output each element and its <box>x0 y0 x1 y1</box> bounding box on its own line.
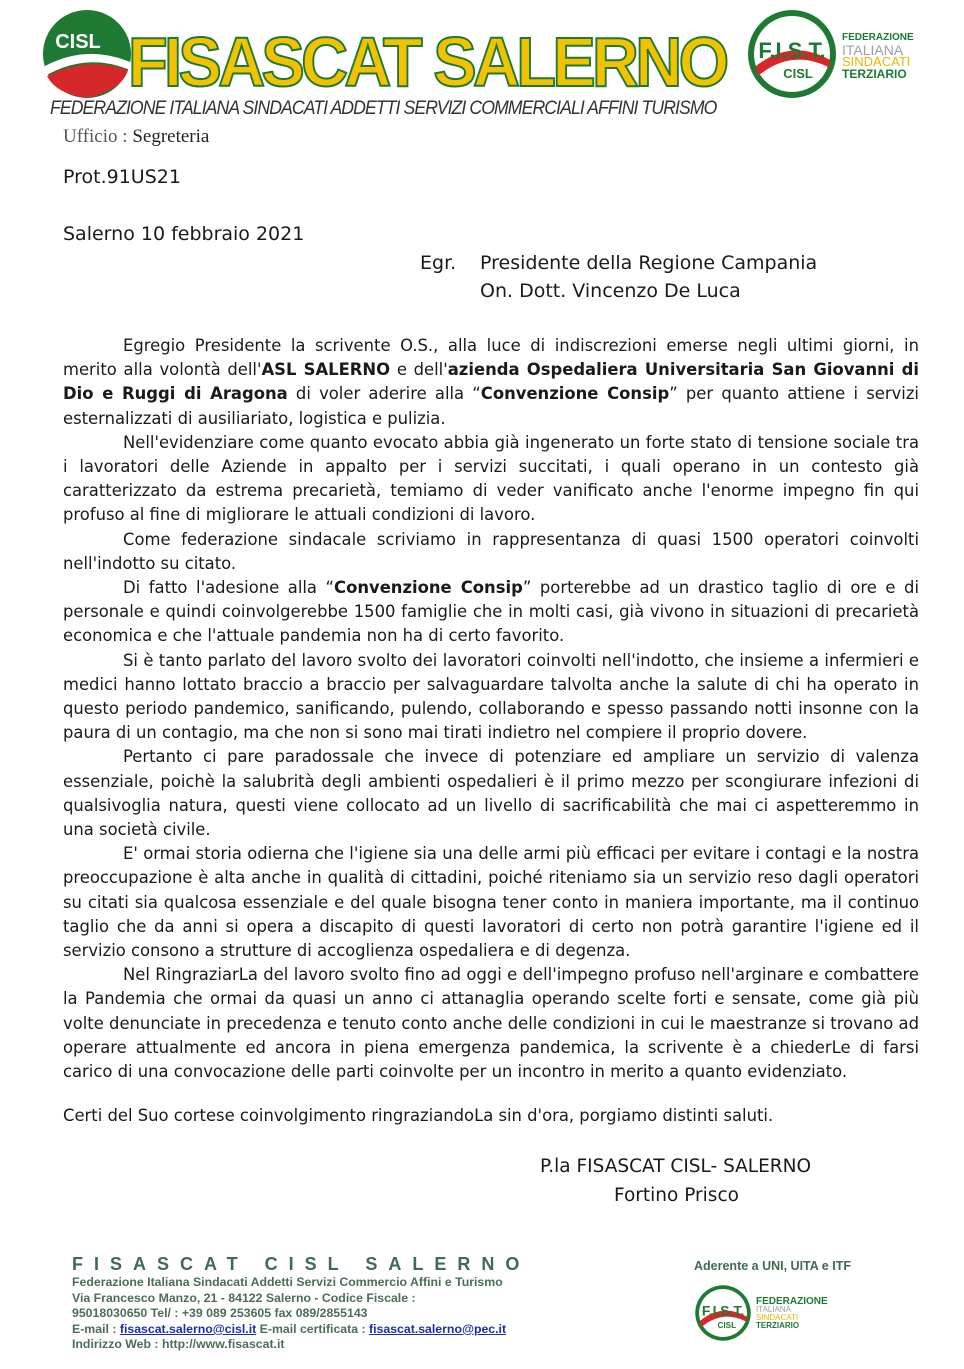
paragraph-6: Pertanto ci pare paradossale che invece di potenziare ed ampliare un servizio di valenza essenziale, poichè la salubrità degli ambienti ospedalieri è il primo mezzo per scongiurare infezioni di qualsivoglia natura, questi viene collocato ad un livello di sacrificabilità che mai ci aspetteremmo in una società civile. <box>63 747 919 840</box>
letter-body <box>63 334 919 1084</box>
cisl-logo <box>32 4 142 100</box>
footer-fullname: Federazione Italiana Sindacati Addetti Servizi Commercio Affini e Turismo <box>72 1275 503 1289</box>
recipient-salutation: Egr. <box>420 252 457 274</box>
paragraph-5: Si è tanto parlato del lavoro svolto dei lavoratori coinvolti nell'indotto, che insieme a infermieri e medici hanno lottato braccio a braccio per salvaguardare talvolta anche la salute di chi ha operato in questo periodo pandemico, sanificando, pulendo, collaborando e spesso passando notti insonne con la paura di un contagio, ma che non si sono mai tirati indietro nel compiere il proprio dovere. <box>63 650 919 743</box>
fist-side-text-footer: FEDERAZIONE ITALIANA SINDACATI TERZIARIO <box>756 1296 828 1330</box>
brand-title: FISASCAT SALERNO <box>128 23 726 101</box>
closing-line: Certi del Suo cortese coinvolgimento ringraziandoLa sin d'ora, porgiamo distinti saluti. <box>63 1106 774 1125</box>
protocol-number: Prot.91US21 <box>63 166 181 188</box>
fist-side-line: SINDACATI <box>842 54 911 69</box>
place-date: Salerno 10 febbraio 2021 <box>63 223 305 245</box>
recipient-line-2: On. Dott. Vincenzo De Luca <box>480 280 741 302</box>
paragraph-3: Come federazione sindacale scriviamo in rappresentanza di quasi 1500 operatori coinvolti nell'indotto su citato. <box>63 529 919 573</box>
signature-org: P.la FISASCAT CISL- SALERNO <box>540 1156 812 1177</box>
fist-side-line: ITALIANA <box>842 42 904 58</box>
fist-logo-footer <box>694 1284 752 1342</box>
email-link[interactable]: fisascat.salerno@cisl.it <box>119 1321 257 1336</box>
svg-text:CISL: CISL <box>717 1321 737 1331</box>
affiliation-text: Aderente a UNI, UITA e ITF <box>694 1259 851 1273</box>
paragraph-1: Egregio Presidente la scrivente O.S., alla luce di indiscrezioni emerse negli ultimi giorni, in merito alla volontà dell'ASL SALERNO e dell'azienda Ospedaliera Universitaria San Giovanni di Dio e Ruggi di Aragona di voler aderire alla “Convenzione Consip” per quanto attiene i servizi esternalizzati di ausiliariato, logistica e pulizia. <box>63 336 919 428</box>
fist-side-text <box>842 32 914 80</box>
recipient-line-1: Presidente della Regione Campania <box>480 252 818 274</box>
paragraph-7: E' ormai storia odierna che l'igiene sia una delle armi più efficaci per evitare i contagi e la nostra preoccupazione è alta anche in qualità di cittadini, poiché riteniamo sia un servizio reso dagli operatori su citati sia qualcosa essenziale e del quale bisogna tener conto in maniera importante, ma il continuo taglio che da anni si opera a discapito di questi lavoratori di certo non potrà garantire l'igiene ed il servizio consono a strutture di accoglienza ospedaliera e di degenza. <box>63 844 919 961</box>
pec-email-link[interactable]: fisascat.salerno@pec.it <box>369 1321 507 1336</box>
fist-logo-sub: CISL <box>783 66 813 81</box>
office-line <box>63 126 209 148</box>
svg-text:F.I.S.T.: F.I.S.T. <box>701 1302 745 1319</box>
footer-email-line: E-mail : fisascat.salerno@cisl.it E-mail certificata : fisascat.salerno@pec.it <box>72 1321 507 1336</box>
paragraph-4: Di fatto l'adesione alla “Convenzione Consip” porterebbe ad un drastico taglio di ore e di personale e quindi coinvolgerebbe 1500 famiglie che in molti casi, già vivono in situazioni di precarietà economica e che l'attuale pandemia non ha di certo favorito. <box>63 578 919 646</box>
footer-phones: 95018030650 Tel/ : +39 089 253605 fax 089/2855143 <box>72 1306 368 1321</box>
office-value: Segreteria <box>132 126 210 147</box>
office-label: Ufficio : <box>63 126 128 147</box>
website-link[interactable]: http://www.fisascat.it <box>161 1337 285 1352</box>
brand-subtitle: FEDERAZIONE ITALIANA SINDACATI ADDETTI SERVIZI COMMERCIALI AFFINI TURISMO <box>50 98 717 119</box>
footer-address: Via Francesco Manzo, 21 - 84122 Salerno - Codice Fiscale : <box>72 1290 416 1305</box>
cisl-logo-text: CISL <box>55 31 101 53</box>
paragraph-8: Nel RingraziarLa del lavoro svolto fino ad oggi e dell'impegno profuso nell'arginare e combattere la Pandemia che ormai da quasi un anno ci attanaglia operando scelte forti e sensate, come già più volte denunciate in precedenza e tenuto conto anche delle condizioni in cui le maestranze si trovano ad operare attualmente ed ancora in piena emergenza pandemica, la scrivente è a chiederLe di farsi carico di una convocazione delle parti coinvolte per un incontro in merito a quanto evidenziato. <box>63 965 919 1082</box>
fist-logo-text: F.I.S.T. <box>758 38 826 63</box>
footer-web-line: Indirizzo Web : http://www.fisascat.it <box>72 1337 285 1352</box>
paragraph-2: Nell'evidenziare come quanto evocato abbia già ingenerato un forte stato di tensione sociale tra i lavoratori delle Aziende in appalto per i servizi succitati, i quali operano in un contesto già caratterizzato da estrema precarietà, temiamo di veder vanificato anche l'enorme impegno fin qui profuso al fine di migliorare le attuali condizioni di lavoro. <box>63 432 919 525</box>
fist-side-line: TERZIARIO <box>842 67 907 81</box>
footer <box>72 1254 530 1353</box>
signature-name: Fortino Prisco <box>614 1185 739 1206</box>
fist-side-line: FEDERAZIONE <box>842 32 914 43</box>
fist-logo <box>746 8 838 100</box>
footer-org-name: FISASCAT CISL SALERNO <box>72 1254 531 1274</box>
